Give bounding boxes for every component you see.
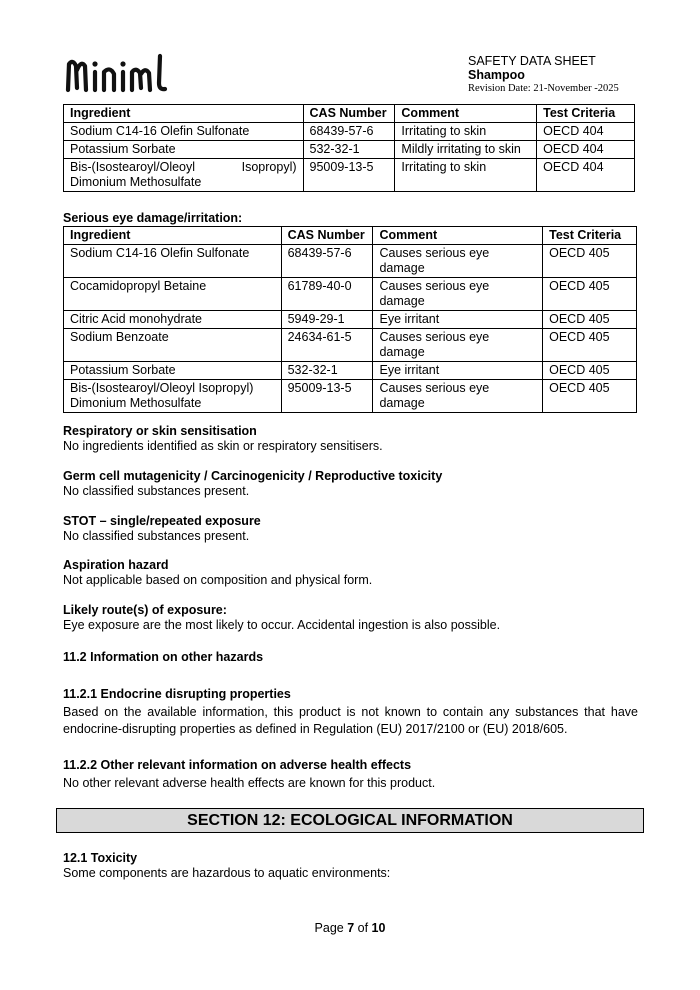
cell-comment: Irritating to skin: [395, 123, 537, 141]
block-text: Some components are hazardous to aquatic environments:: [63, 866, 391, 880]
aspiration-block: [63, 558, 638, 588]
document-header: [468, 54, 688, 96]
table-row: [64, 123, 635, 141]
block-text: No classified substances present.: [63, 484, 250, 498]
cell-cas: 61789-40-0: [281, 278, 373, 311]
mutagenicity-block: [63, 469, 638, 499]
block-heading: Aspiration hazard: [63, 558, 169, 572]
cell-cas: 95009-13-5: [281, 380, 373, 413]
block-text: Eye exposure are the most likely to occur. Accidental ingestion is also possible.: [63, 618, 501, 632]
cell-comment: Causes serious eye damage: [373, 245, 543, 278]
table-row: [64, 278, 637, 311]
block-text: Not applicable based on composition and physical form.: [63, 573, 373, 587]
cell-ingredient: Cocamidopropyl Betaine: [64, 278, 282, 311]
ingredient-line-2: Dimonium Methosulfate: [70, 175, 202, 189]
eye-damage-table: [63, 226, 637, 413]
page-number: 7: [347, 921, 355, 935]
block-heading: STOT – single/repeated exposure: [63, 514, 261, 528]
cell-comment: Mildly irritating to skin: [395, 141, 537, 159]
cell-comment: Causes serious eye damage: [373, 278, 543, 311]
page-prefix: Page: [314, 921, 348, 935]
table-header-row: [64, 227, 637, 245]
page-footer: [0, 921, 700, 935]
table-row: [64, 245, 637, 278]
block-text: Based on the available information, this product is not known to contain any substances that have endocrine-disrupting properties as defined in Regulation (EU) 2017/2100 or (EU) 2018/605.: [63, 705, 638, 736]
cell-comment: Causes serious eye damage: [373, 380, 543, 413]
cell-ingredient: Sodium C14-16 Olefin Sulfonate: [64, 123, 304, 141]
block-heading: 11.2.2 Other relevant information on adverse health effects: [63, 758, 412, 772]
cell-cas: 68439-57-6: [281, 245, 373, 278]
table-row: [64, 141, 635, 159]
other-hazards-heading: 11.2 Information on other hazards: [63, 650, 264, 664]
section-12-title: SECTION 12: ECOLOGICAL INFORMATION: [56, 808, 644, 833]
product-name: Shampoo: [468, 68, 525, 82]
miniml-logo: [64, 50, 174, 94]
cell-comment: Eye irritant: [373, 362, 543, 380]
column-header: Ingredient: [64, 227, 282, 245]
cell-test: OECD 404: [537, 141, 635, 159]
cell-comment: Eye irritant: [373, 311, 543, 329]
cell-cas: 5949-29-1: [281, 311, 373, 329]
doc-type: SAFETY DATA SHEET: [468, 54, 596, 68]
cell-cas: 24634-61-5: [281, 329, 373, 362]
cell-cas: 95009-13-5: [303, 159, 395, 192]
block-heading: Germ cell mutagenicity / Carcinogenicity / Reproductive toxicity: [63, 469, 443, 483]
toxicity-block: [63, 851, 638, 881]
column-header: Test Criteria: [537, 105, 635, 123]
cell-ingredient: Potassium Sorbate: [64, 141, 304, 159]
cell-cas: 68439-57-6: [303, 123, 395, 141]
eye-damage-heading: Serious eye damage/irritation:: [63, 211, 243, 225]
adverse-effects-block: [63, 758, 638, 792]
column-header: Ingredient: [64, 105, 304, 123]
cell-ingredient: Sodium Benzoate: [64, 329, 282, 362]
cell-ingredient: Bis-(Isostearoyl/Oleoyl Isopropyl) Dimonium Methosulfate: [64, 380, 282, 413]
cell-test: OECD 404: [537, 123, 635, 141]
block-text: No classified substances present.: [63, 529, 250, 543]
cell-ingredient: [64, 159, 304, 192]
stot-block: [63, 514, 638, 544]
column-header: CAS Number: [303, 105, 395, 123]
block-text: No other relevant adverse health effects are known for this product.: [63, 776, 436, 790]
ingredient-line-1: Bis-(Isostearoyl/Oleoyl Isopropyl): [70, 160, 297, 174]
block-heading: Likely route(s) of exposure:: [63, 603, 227, 617]
revision-date: Revision Date: 21-November -2025: [468, 83, 619, 94]
cell-ingredient: Citric Acid monohydrate: [64, 311, 282, 329]
column-header: Test Criteria: [543, 227, 637, 245]
column-header: Comment: [395, 105, 537, 123]
cell-test: OECD 405: [543, 311, 637, 329]
table-row: [64, 311, 637, 329]
table-row: [64, 362, 637, 380]
cell-test: OECD 405: [543, 278, 637, 311]
block-text: No ingredients identified as skin or respiratory sensitisers.: [63, 439, 383, 453]
cell-cas: 532-32-1: [303, 141, 395, 159]
cell-test: OECD 405: [543, 245, 637, 278]
cell-test: OECD 405: [543, 329, 637, 362]
cell-ingredient: Potassium Sorbate: [64, 362, 282, 380]
exposure-route-block: [63, 603, 638, 633]
sensitisation-block: [63, 424, 638, 454]
cell-comment: Causes serious eye damage: [373, 329, 543, 362]
column-header: Comment: [373, 227, 543, 245]
cell-ingredient: Sodium C14-16 Olefin Sulfonate: [64, 245, 282, 278]
page-of: of: [354, 921, 372, 935]
cell-cas: 532-32-1: [281, 362, 373, 380]
endocrine-block: [63, 687, 638, 738]
skin-irritation-table: [63, 104, 635, 192]
block-heading: 11.2.1 Endocrine disrupting properties: [63, 687, 291, 701]
cell-test: OECD 404: [537, 159, 635, 192]
table-row: [64, 380, 637, 413]
table-row: [64, 329, 637, 362]
table-header-row: [64, 105, 635, 123]
cell-test: OECD 405: [543, 362, 637, 380]
page-total: 10: [371, 921, 386, 935]
block-heading: Respiratory or skin sensitisation: [63, 424, 257, 438]
cell-comment: Irritating to skin: [395, 159, 537, 192]
cell-test: OECD 405: [543, 380, 637, 413]
table-row: [64, 159, 635, 192]
column-header: CAS Number: [281, 227, 373, 245]
block-heading: 12.1 Toxicity: [63, 851, 138, 865]
